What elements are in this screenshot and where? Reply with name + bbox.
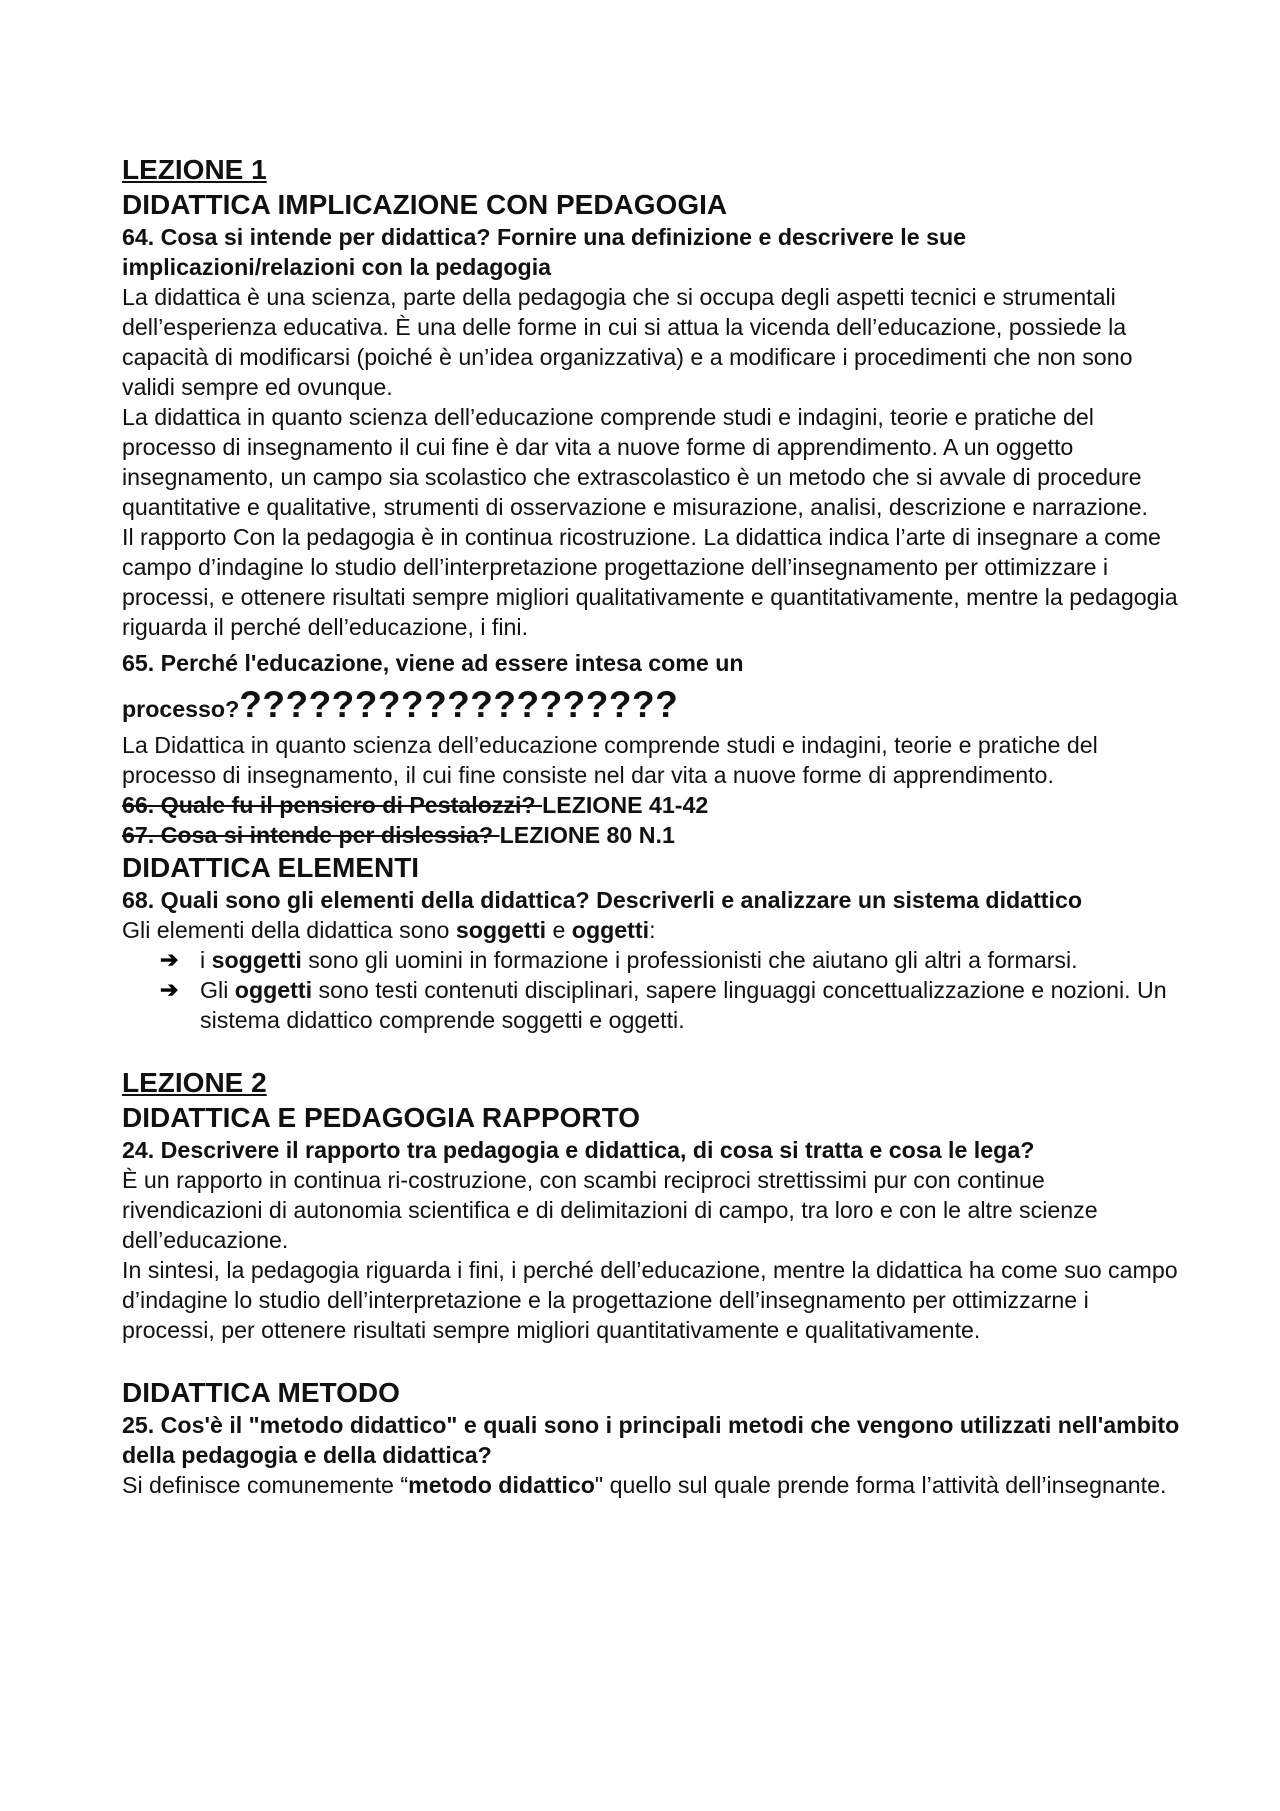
list-item-text: Gli xyxy=(200,977,235,1003)
answer-24-paragraph-2: In sintesi, la pedagogia riguarda i fini, i perché dell’educazione, mentre la didattica ha come suo campo d’indagine lo studio dell’interpretazione e la progettazione dell’insegnamento per ottimizzarne i processi, per ottenere risultati sempre migliori quantitativamente e qualitativamente. xyxy=(122,1257,1178,1343)
intro-bold-soggetti: soggetti xyxy=(455,917,547,943)
document-body xyxy=(122,152,1182,1500)
lesson-1-heading: LEZIONE 1 xyxy=(122,154,267,185)
answer-64-paragraph-2: La didattica in quanto scienza dell’educazione comprende studi e indagini, teorie e pratiche del processo di insegnamento il cui fine è dar vita a nuove forme di apprendimento. A un oggetto insegnamento, un campo sia scolastico che extrascolastico è un metodo che si avvale di procedure quantitative e qualitative, strumenti di osservazione e misurazione, analisi, descrizione e narrazione. xyxy=(122,404,1148,520)
list-item-text: sono gli uomini in formazione i professionisti che aiutano gli altri a formarsi. xyxy=(301,947,1078,973)
arrow-right-icon: ➔ xyxy=(160,947,179,972)
question-marks: ??????????????????? xyxy=(239,684,679,725)
answer-64-paragraph-1: La didattica è una scienza, parte della pedagogia che si occupa degli aspetti tecnici e strumentali dell’esperienza educativa. È una delle forme in cui si attua la vicenda dell’educazione, possiede la capacità di modificarsi (poiché è un’idea organizzativa) e a modificare i procedimenti che non sono validi sempre ed ovunque. xyxy=(122,284,1133,400)
arrow-right-icon: ➔ xyxy=(160,977,179,1002)
section-title-rapporto: DIDATTICA E PEDAGOGIA RAPPORTO xyxy=(122,1102,641,1133)
answer-68-intro xyxy=(122,915,1182,945)
list-item-bold: oggetti xyxy=(234,977,313,1003)
question-67-ref: LEZIONE 80 N.1 xyxy=(499,822,675,848)
question-66-ref: LEZIONE 41-42 xyxy=(542,792,709,818)
list-item xyxy=(160,975,1182,1035)
answer-24-paragraph-1: È un rapporto in continua ri-costruzione, con scambi reciproci strettissimi pur con continue rivendicazioni di autonomia scientifica e di delimitazioni di campo, tra loro e con le altre scienze dell’educazione. xyxy=(122,1167,1098,1253)
question-67 xyxy=(122,820,1182,850)
question-65-text: 65. Perché l'educazione, viene ad essere intesa come un processo? xyxy=(122,650,744,722)
question-25: 25. Cos'è il "metodo didattico" e quali sono i principali metodi che vengono utilizzati nell'ambito della pedagogia e della didattica? xyxy=(122,1412,1180,1468)
question-66 xyxy=(122,790,1182,820)
spacer xyxy=(122,1035,1182,1065)
question-67-struck: 67. Cosa si intende per dislessia? xyxy=(122,822,500,848)
intro-text: Gli elementi della didattica sono xyxy=(122,917,456,943)
question-68: 68. Quali sono gli elementi della didattica? Descriverli e analizzare un sistema didattico xyxy=(122,887,1083,913)
question-66-struck: 66. Quale fu il pensiero di Pestalozzi? xyxy=(122,792,543,818)
question-24: 24. Descrivere il rapporto tra pedagogia e didattica, di cosa si tratta e cosa le lega? xyxy=(122,1137,1035,1163)
list-item-text: sono testi contenuti disciplinari, sapere linguaggi concettualizzazione e nozioni. Un sistema didattico comprende soggetti e oggetti. xyxy=(200,977,1167,1033)
list-item-bold: soggetti xyxy=(211,947,302,973)
section-title-metodo: DIDATTICA METODO xyxy=(122,1377,400,1408)
elements-list xyxy=(122,945,1182,1035)
answer-25-text: Si definisce comunemente “ xyxy=(122,1472,409,1498)
answer-25-bold: metodo didattico xyxy=(408,1472,595,1498)
section-title-elementi: DIDATTICA ELEMENTI xyxy=(122,852,420,883)
answer-64-paragraph-3: Il rapporto Con la pedagogia è in continua ricostruzione. La didattica indica l’arte di insegnare a come campo d’indagine lo studio dell’interpretazione progettazione dell’insegnamento per ottimizzare i processi, e ottenere risultati sempre migliori qualitativamente e quantitativamente, mentre la pedagogia riguarda il perché dell’educazione, i fini. xyxy=(122,524,1178,640)
list-item-text: i xyxy=(200,947,212,973)
section-title-implicazione: DIDATTICA IMPLICAZIONE CON PEDAGOGIA xyxy=(122,189,728,220)
spacer xyxy=(122,1345,1182,1375)
question-65 xyxy=(122,642,1182,730)
answer-25-text-end: " quello sul quale prende forma l’attività dell’insegnante. xyxy=(594,1472,1167,1498)
question-64: 64. Cosa si intende per didattica? Fornire una definizione e descrivere le sue implicazioni/relazioni con la pedagogia xyxy=(122,224,967,280)
answer-25 xyxy=(122,1470,1182,1500)
lesson-2-heading: LEZIONE 2 xyxy=(122,1067,267,1098)
intro-bold-oggetti: oggetti xyxy=(571,917,650,943)
answer-65: La Didattica in quanto scienza dell’educazione comprende studi e indagini, teorie e pratiche del processo di insegnamento, il cui fine consiste nel dar vita a nuove forme di apprendimento. xyxy=(122,732,1098,788)
intro-text-mid: e xyxy=(546,917,572,943)
intro-text-end: : xyxy=(649,917,656,943)
list-item xyxy=(160,945,1182,975)
